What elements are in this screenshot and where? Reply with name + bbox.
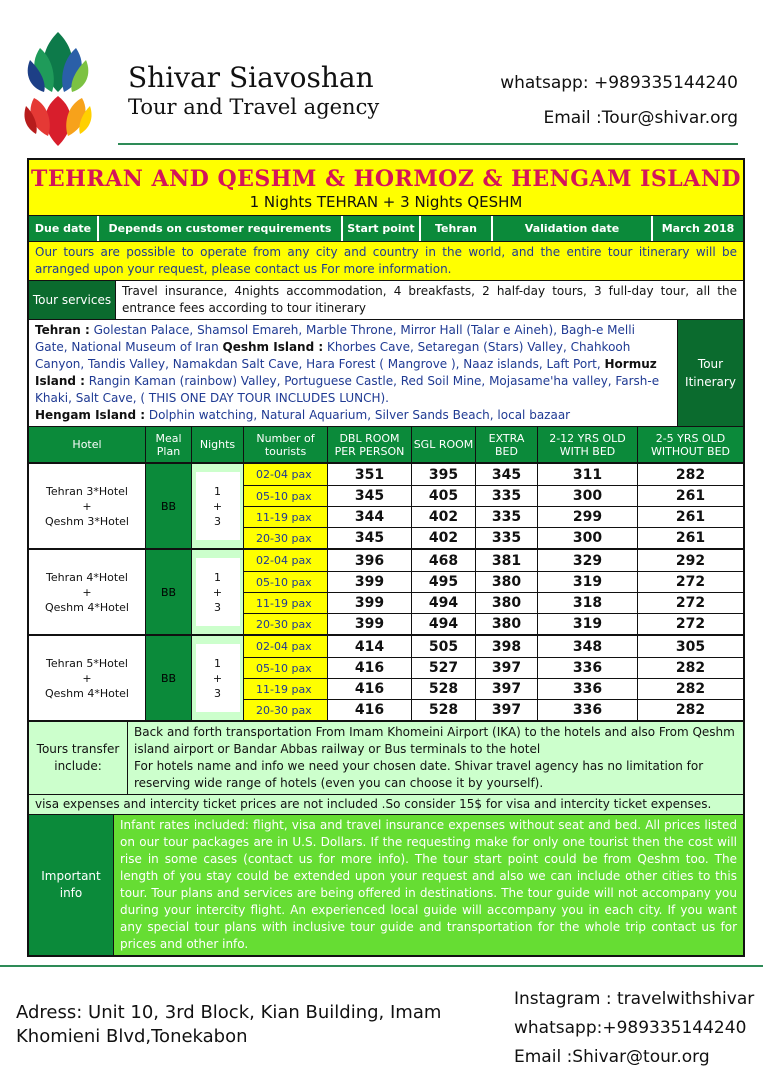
itinerary-hormoz-text: Rangin Kaman (rainbow) Valley, Portuguese Castle, Red Soil Mine, Mojasame'ha valley, Farsh-e Khaki, Salt Cave, ( THIS ONE DAY TOUR INCLUDES LUNCH). xyxy=(35,374,660,405)
price-extra-bed: 380 xyxy=(475,593,537,613)
price-child-with-bed: 336 xyxy=(537,679,637,699)
price-extra-bed: 397 xyxy=(475,700,537,720)
tourists-count: 11-19 pax xyxy=(243,679,327,699)
price-group xyxy=(29,634,743,720)
col-hotel: Hotel xyxy=(72,438,102,451)
due-date-value: Depends on customer requirements xyxy=(97,216,341,241)
hotel-name-1: Tehran 3*Hotel xyxy=(46,484,128,498)
price-extra-bed: 397 xyxy=(475,658,537,678)
price-sgl: 494 xyxy=(411,593,475,613)
agency-logo-icon xyxy=(22,30,94,148)
price-sgl: 468 xyxy=(411,550,475,571)
price-extra-bed: 345 xyxy=(475,464,537,485)
brand-block xyxy=(128,62,379,120)
itinerary-tehran-label: Tehran : xyxy=(35,323,90,337)
header-contact xyxy=(500,66,738,136)
price-row xyxy=(243,571,743,592)
price-row xyxy=(243,506,743,527)
tourists-count: 11-19 pax xyxy=(243,507,327,527)
price-dbl: 344 xyxy=(327,507,411,527)
price-dbl: 414 xyxy=(327,636,411,657)
price-child-without-bed: 305 xyxy=(637,636,743,657)
price-sgl: 395 xyxy=(411,464,475,485)
price-dbl: 399 xyxy=(327,593,411,613)
nights-plus: + xyxy=(212,671,223,685)
price-child-without-bed: 282 xyxy=(637,700,743,720)
price-row xyxy=(243,678,743,699)
itinerary-row xyxy=(29,319,743,426)
price-child-without-bed: 272 xyxy=(637,614,743,634)
nights-tehran: 1 xyxy=(214,484,221,498)
price-extra-bed: 380 xyxy=(475,614,537,634)
col-nights: Nights xyxy=(191,427,243,462)
tourists-count: 05-10 pax xyxy=(243,486,327,506)
col-tourists: Number of tourists xyxy=(243,427,327,462)
transfer-text xyxy=(127,722,743,794)
tourists-count: 02-04 pax xyxy=(243,550,327,571)
price-row xyxy=(243,636,743,657)
price-dbl: 416 xyxy=(327,658,411,678)
itinerary-qeshm-label: Qeshm Island : xyxy=(222,340,324,354)
tourists-count: 20-30 pax xyxy=(243,528,327,548)
price-extra-bed: 335 xyxy=(475,486,537,506)
price-groups xyxy=(29,462,743,720)
price-child-without-bed: 292 xyxy=(637,550,743,571)
price-sgl: 495 xyxy=(411,572,475,592)
validation-date-value: March 2018 xyxy=(651,216,743,241)
price-child-with-bed: 336 xyxy=(537,700,637,720)
price-child-without-bed: 261 xyxy=(637,507,743,527)
price-child-without-bed: 282 xyxy=(637,679,743,699)
operation-notice: Our tours are possible to operate from any city and country in the world, and the entire tour itinerary will be arranged upon your request, please contact us For more information. xyxy=(29,241,743,280)
price-extra-bed: 381 xyxy=(475,550,537,571)
price-child-with-bed: 336 xyxy=(537,658,637,678)
price-row xyxy=(243,527,743,548)
meal-plan-value: BB xyxy=(160,671,177,685)
header-whatsapp[interactable]: whatsapp: +989335144240 xyxy=(500,73,738,93)
col-meal-plan: Meal Plan xyxy=(145,427,191,462)
itinerary-text xyxy=(29,320,677,426)
footer-instagram[interactable]: Instagram : travelwithshivar xyxy=(514,989,755,1009)
nights-cell xyxy=(191,636,243,720)
nights-cell xyxy=(191,550,243,634)
tour-sheet xyxy=(27,158,745,957)
price-dbl: 416 xyxy=(327,679,411,699)
price-extra-bed: 398 xyxy=(475,636,537,657)
meal-plan-value: BB xyxy=(160,499,177,513)
col-sgl-room: SGL ROOM xyxy=(411,427,475,462)
meal-plan-cell xyxy=(145,636,191,720)
footer-address: Adress: Unit 10, 3rd Block, Kian Building, Imam Khomieni Blvd,Tonekabon xyxy=(16,1002,442,1047)
price-child-without-bed: 272 xyxy=(637,593,743,613)
hotel-name-2: Qeshm 3*Hotel xyxy=(45,514,129,528)
hotel-plus: + xyxy=(82,671,92,685)
nights-qeshm: 3 xyxy=(214,514,221,528)
price-row xyxy=(243,485,743,506)
itinerary-hengam-label: Hengam Island : xyxy=(35,408,146,422)
price-sgl: 528 xyxy=(411,700,475,720)
tourists-count: 02-04 pax xyxy=(243,636,327,657)
transfer-text-2: For hotels name and info we need your chosen date. Shivar travel agency has no limitation for reserving wide range of hotels (even you can choose it by yourself). xyxy=(134,759,704,790)
hotel-name-1: Tehran 4*Hotel xyxy=(46,570,128,584)
transfer-row xyxy=(29,720,743,794)
price-row xyxy=(243,464,743,485)
price-child-without-bed: 282 xyxy=(637,464,743,485)
important-row xyxy=(29,814,743,955)
tourists-count: 02-04 pax xyxy=(243,464,327,485)
price-row xyxy=(243,550,743,571)
price-child-with-bed: 311 xyxy=(537,464,637,485)
price-extra-bed: 397 xyxy=(475,679,537,699)
price-child-with-bed: 318 xyxy=(537,593,637,613)
itinerary-qeshm-text: Khorbes Cave, Setaregan (Stars) Valley, Chahkooh Canyon, Tandis Valley, Namakdan Salt Cave, Hara Forest ( Mangrove ), Naaz islands, Laft Port, xyxy=(35,340,631,371)
brand-tagline: Tour and Travel agency xyxy=(128,95,380,119)
meal-plan-cell xyxy=(145,550,191,634)
price-child-with-bed: 299 xyxy=(537,507,637,527)
transfer-text-1: Back and forth transportation From Imam Khomeini Airport (IKA) to the hotels and also From Qeshm island airport or Bandar Abbas railway or Bus terminals to the hotel xyxy=(134,725,735,756)
price-group xyxy=(29,462,743,548)
tourists-count: 11-19 pax xyxy=(243,593,327,613)
nights-plus: + xyxy=(212,585,223,599)
price-sgl: 402 xyxy=(411,528,475,548)
services-text: Travel insurance, 4nights accommodation, 4 breakfasts, 2 half-day tours, 3 full-day tour, all the entrance fees according to tour itinerary xyxy=(115,281,743,319)
header-email[interactable]: Email :Tour@shivar.org xyxy=(543,108,738,128)
meal-plan-cell xyxy=(145,464,191,548)
price-sgl: 402 xyxy=(411,507,475,527)
footer-divider xyxy=(0,965,763,967)
price-dbl: 399 xyxy=(327,572,411,592)
col-extra-bed: EXTRA BED xyxy=(475,427,537,462)
price-extra-bed: 380 xyxy=(475,572,537,592)
meal-plan-value: BB xyxy=(160,585,177,599)
price-dbl: 416 xyxy=(327,700,411,720)
header-divider xyxy=(118,143,738,145)
nights-qeshm: 3 xyxy=(214,600,221,614)
price-child-without-bed: 261 xyxy=(637,486,743,506)
hotel-name-2: Qeshm 4*Hotel xyxy=(45,600,129,614)
price-child-with-bed: 319 xyxy=(537,614,637,634)
transfer-label: Tours transfer include: xyxy=(29,722,127,794)
footer-whatsapp[interactable]: whatsapp:+989335144240 xyxy=(514,1018,747,1038)
price-sgl: 494 xyxy=(411,614,475,634)
nights-tehran: 1 xyxy=(214,656,221,670)
col-dbl-room: DBL ROOM PER PERSON xyxy=(327,427,411,462)
nights-tehran: 1 xyxy=(214,570,221,584)
price-child-with-bed: 300 xyxy=(537,486,637,506)
hotel-cell xyxy=(29,550,145,634)
tourists-count: 20-30 pax xyxy=(243,700,327,720)
price-child-without-bed: 261 xyxy=(637,528,743,548)
itinerary-hormoz-label: Hormuz Island : xyxy=(35,357,657,388)
price-row xyxy=(243,657,743,678)
price-sgl: 405 xyxy=(411,486,475,506)
price-dbl: 351 xyxy=(327,464,411,485)
important-text: Infant rates included: flight, visa and travel insurance expenses without seat and bed. All prices listed on our tour packages are in U.S. Dollars. If the requesting make for only one tourist then the cost will rise in some cases (contact us for more info). The tour start point could be from Qeshm too. The length of you stay could be extended upon your request and also we can include other cities to this tour. Tour plans and services are being offered in destinations. The tour guide will not accompany you during your intercity flight. An experienced local guide will accompany you in each city. If you want any special tour plans with inclusive tour guide and transportation for the whole trip contact us for prices and other info. xyxy=(113,815,743,955)
brand-name: Shivar Siavoshan xyxy=(128,61,374,94)
nights-qeshm: 3 xyxy=(214,686,221,700)
hotel-plus: + xyxy=(82,585,92,599)
price-dbl: 345 xyxy=(327,528,411,548)
price-dbl: 345 xyxy=(327,486,411,506)
due-date-label: Due date xyxy=(34,222,92,235)
price-row xyxy=(243,699,743,720)
price-child-with-bed: 329 xyxy=(537,550,637,571)
footer-email[interactable]: Email :Shivar@tour.org xyxy=(514,1047,710,1067)
itinerary-label: Tour Itinerary xyxy=(677,320,743,426)
hotel-name-1: Tehran 5*Hotel xyxy=(46,656,128,670)
price-row xyxy=(243,613,743,634)
price-sgl: 505 xyxy=(411,636,475,657)
important-label: Important info xyxy=(29,815,113,955)
price-child-with-bed: 348 xyxy=(537,636,637,657)
nights-cell xyxy=(191,464,243,548)
hotel-plus: + xyxy=(82,499,92,513)
price-child-without-bed: 272 xyxy=(637,572,743,592)
price-extra-bed: 335 xyxy=(475,507,537,527)
tourists-count: 20-30 pax xyxy=(243,614,327,634)
start-point-value: Tehran xyxy=(419,216,491,241)
hotel-name-2: Qeshm 4*Hotel xyxy=(45,686,129,700)
itinerary-tehran-text: Golestan Palace, Shamsol Emareh, Marble Throne, Mirror Hall (Talar e Aineh), Bagh-e Melli Gate, National Museum of Iran xyxy=(35,323,635,354)
col-child-with-bed: 2-12 YRS OLD WITH BED xyxy=(537,427,637,462)
hotel-cell xyxy=(29,636,145,720)
price-group xyxy=(29,548,743,634)
price-child-without-bed: 282 xyxy=(637,658,743,678)
hotel-cell xyxy=(29,464,145,548)
tourists-count: 05-10 pax xyxy=(243,658,327,678)
validation-date-label: Validation date xyxy=(491,216,651,241)
price-sgl: 528 xyxy=(411,679,475,699)
col-child-without-bed: 2-5 YRS OLD WITHOUT BED xyxy=(637,427,743,462)
services-label: Tour services xyxy=(29,281,115,319)
tour-subtitle: 1 Nights TEHRAN + 3 Nights QESHM xyxy=(249,193,523,211)
visa-note: visa expenses and intercity ticket prices are not included .So consider 15$ for visa and intercity ticket expenses. xyxy=(29,794,743,814)
price-extra-bed: 335 xyxy=(475,528,537,548)
info-row xyxy=(29,215,743,241)
footer-contact xyxy=(514,985,754,1072)
tour-title: TEHRAN AND QESHM & HORMOZ & HENGAM ISLAND xyxy=(30,166,742,192)
services-row xyxy=(29,280,743,319)
price-child-with-bed: 300 xyxy=(537,528,637,548)
start-point-label: Start point xyxy=(341,216,419,241)
price-dbl: 396 xyxy=(327,550,411,571)
price-dbl: 399 xyxy=(327,614,411,634)
price-row xyxy=(243,592,743,613)
price-child-with-bed: 319 xyxy=(537,572,637,592)
itinerary-hengam-text: Dolphin watching, Natural Aquarium, Silver Sands Beach, local bazaar xyxy=(145,408,571,422)
nights-plus: + xyxy=(212,499,223,513)
title-bar xyxy=(29,160,743,215)
price-sgl: 527 xyxy=(411,658,475,678)
tourists-count: 05-10 pax xyxy=(243,572,327,592)
price-header-row xyxy=(29,426,743,462)
